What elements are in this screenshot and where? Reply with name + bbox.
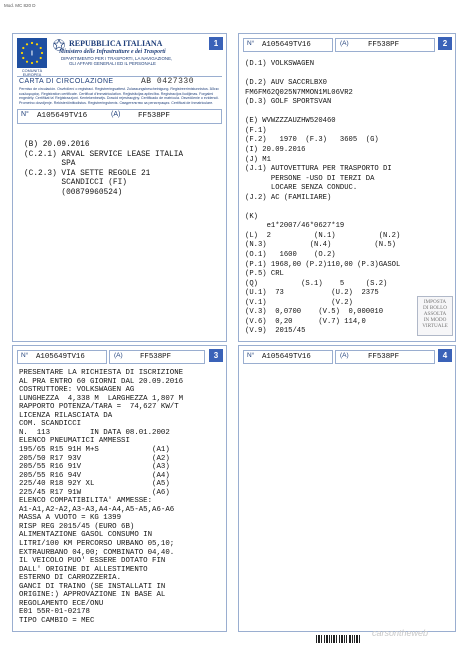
panel-4 bbox=[238, 345, 456, 632]
a-label: (A) bbox=[111, 111, 121, 118]
panel-number: 3 bbox=[209, 349, 223, 362]
text-line: SCANDICCI (FI) bbox=[24, 179, 127, 188]
text-line: (K) bbox=[245, 212, 258, 221]
text-line: (D.2) AUV SACCRLBX0 bbox=[245, 79, 327, 88]
text-line: (I) 20.09.2016 bbox=[245, 145, 306, 154]
text-line: ELENCO COMPATIBILITA' AMMESSE: bbox=[19, 497, 153, 506]
registration-number: A105649TV16 bbox=[37, 112, 88, 120]
svg-text:I: I bbox=[31, 50, 33, 58]
text-line: AL PRA ENTRO 60 GIORNI DAL 20.09.2016 bbox=[19, 377, 184, 386]
text-line: (E) WVWZZZAUZHW520460 bbox=[245, 117, 336, 126]
text-line: 205/50 R17 93V (A2) bbox=[19, 454, 170, 463]
n-label: N° bbox=[21, 111, 29, 118]
text-line: IL VEICOLO PUO' ESSERE DOTATO FIN bbox=[19, 557, 166, 566]
text-line: N. 113 IN DATA 08.01.2002 bbox=[19, 428, 170, 437]
text-line: REGOLAMENTO ECE/ONU bbox=[19, 599, 104, 608]
text-line: LOCARE SENZA CONDUC. bbox=[245, 184, 358, 193]
a-label: (A) bbox=[340, 352, 349, 359]
text-line: (U.1) 73 (U.2) 2375 bbox=[245, 289, 379, 298]
text-line: (V.1) (V.2) bbox=[245, 298, 353, 307]
stamp-line: ASSOLTA bbox=[423, 311, 447, 317]
form-code: Mod. MC 820 D bbox=[4, 3, 36, 8]
text-line: ORIGINE:) APPROVAZIONE IN BASE AL bbox=[19, 591, 166, 600]
a-label: (A) bbox=[340, 40, 349, 47]
a-label: (A) bbox=[114, 352, 123, 359]
text-line: (O.1) 1600 (O.2) bbox=[245, 251, 336, 259]
stamp-line: IN MODO bbox=[423, 317, 447, 323]
text-line: 225/45 R17 91W (A6) bbox=[19, 488, 170, 497]
text-line: (J) M1 bbox=[245, 155, 271, 164]
text-line: ELENCO PNEUMATICI AMMESSI bbox=[19, 437, 130, 446]
text-line: LITRI/100 KM PERCORSO URBANO 05,10; bbox=[19, 540, 175, 548]
revenue-stamp bbox=[417, 296, 453, 336]
text-line: (N.3) (N.4) (N.5) bbox=[245, 241, 396, 250]
ministry-name: Ministero delle Infrastrutture e dei Trasporti bbox=[59, 49, 166, 55]
text-line: (F.1) bbox=[245, 126, 267, 135]
text-line: ESTERNO DI CARROZZERIA. bbox=[19, 574, 122, 583]
stamp-line: IMPOSTA bbox=[423, 299, 447, 305]
text-line: (V.9) 2015/45 bbox=[245, 327, 306, 336]
text-line: 225/40 R18 92Y XL (A5) bbox=[19, 480, 170, 489]
n-label: N° bbox=[21, 352, 29, 359]
text-line: E01 55R-01-02178 bbox=[19, 608, 90, 617]
text-line: (Q) (S.1) 5 (S.2) bbox=[245, 279, 388, 288]
panel-2 bbox=[238, 33, 456, 342]
text-line: (V.6) 0,20 (V.7) 114,0 bbox=[245, 317, 366, 326]
text-line: (J.2) AC (FAMILIARE) bbox=[245, 193, 332, 202]
text-line: COSTRUTTORE: VOLKSWAGEN AG bbox=[19, 386, 135, 395]
text-line: (B) 20.09.2016 bbox=[24, 141, 90, 149]
text-line: A1-A1,A2-A2,A3-A3,A4-A4,A5-A5,A6-A6 bbox=[19, 505, 175, 514]
text-line: MASSA A VUOTO = KG 1399 bbox=[19, 514, 122, 523]
text-line: FM6FM62Q025N7MMON1ML06VR2 bbox=[245, 88, 353, 97]
plate-number: FF538PF bbox=[368, 41, 400, 49]
text-line: LUNGHEZZA 4,338 M LARGHEZZA 1,807 M bbox=[19, 394, 184, 403]
text-line: (00879960524) bbox=[24, 189, 123, 197]
panel-number: 2 bbox=[438, 37, 452, 50]
panel-number: 4 bbox=[438, 349, 452, 362]
text-line: (D.3) GOLF SPORTSVAN bbox=[245, 98, 332, 107]
stamp-line: VIRTUALE bbox=[422, 323, 448, 329]
text-line: SPA bbox=[24, 160, 76, 169]
text-line: RAPPORTO POTENZA/TARA = 74,627 KW/T bbox=[19, 403, 179, 412]
text-line: GANCI DI TRAINO (SE INSTALLATI IN bbox=[19, 582, 166, 591]
text-line: e1*2007/46*0627*19 bbox=[245, 222, 345, 231]
text-line: (P.1) 1968,00 (P.2)110,00 (P.3)GASOL bbox=[245, 260, 401, 269]
watermark: carsontheweb bbox=[372, 628, 429, 638]
text-line: (D.1) VOLKSWAGEN bbox=[245, 60, 315, 68]
document-title: CARTA DI CIRCOLAZIONE bbox=[19, 78, 114, 85]
plate-number: FF538PF bbox=[140, 353, 172, 361]
text-line: (F.2) 1970 (F.3) 3605 (G) bbox=[245, 136, 379, 145]
serial-number: AB 0427330 bbox=[141, 77, 195, 86]
n-label: N° bbox=[247, 40, 255, 47]
text-line: (C.2.3) VIA SETTE REGOLE 21 bbox=[24, 169, 151, 178]
text-line: (V.3) 0,0700 (V.5) 0,000010 bbox=[245, 308, 384, 317]
text-line: (C.2.1) ARVAL SERVICE LEASE ITALIA bbox=[24, 150, 184, 159]
text-line: (P.5) CRL bbox=[245, 270, 284, 279]
stamp-line: DI BOLLO bbox=[422, 305, 448, 311]
multilingual-titles: Permiso de circulación. Osvědčení o registraci. Registreringsattest. Zulassungsbescheinigung. Registreerimistunnistus. Άδεια κυκλοφορίας. Registration certificate. Certificat d'immatriculation. Reģistrācijas apliecība. Registracijos liudijimas. Forgalmi engedély. Ċertifikat ta' Reġistrazzjoni. Kentekenbewijs. Dowód rejestracyjny. Certificado de matrícula. Osvedčenie o evidencii. Prometno dovoljenje. Rekisteröintitodistus. Registreringsbevis. Свидетелство за регистрация. Certificat de înmatriculare. bbox=[19, 87, 219, 105]
plate-number: FF538PF bbox=[138, 112, 170, 120]
text-line: TIPO CAMBIO = MEC bbox=[19, 616, 95, 625]
text-line: LICENZA RILASCIATA DA bbox=[19, 411, 113, 420]
panel-1 bbox=[12, 33, 227, 342]
text-line: (J.1) AUTOVETTURA PER TRASPORTO DI bbox=[245, 165, 392, 174]
text-line: 205/55 R16 91V (A3) bbox=[19, 463, 170, 472]
republic-title: REPUBBLICA ITALIANA bbox=[69, 39, 163, 48]
text-line: 195/65 R15 91H M+S (A1) bbox=[19, 445, 170, 454]
text-line: ALIMENTAZIONE GASOL CONSUMO IN bbox=[19, 531, 153, 540]
panel-3 bbox=[12, 345, 227, 632]
department-line-1: DIPARTIMENTO PER I TRASPORTI, LA NAVIGAZIONE, bbox=[61, 56, 173, 61]
panel-number: 1 bbox=[209, 37, 223, 50]
text-line: PRESENTARE LA RICHIESTA DI ISCRIZIONE bbox=[19, 369, 184, 377]
registration-number: A105649TV16 bbox=[36, 353, 85, 361]
department-line-2: GLI AFFARI GENERALI ED IL PERSONALE bbox=[69, 61, 156, 66]
text-line: (L) 2 (N.1) (N.2) bbox=[245, 231, 401, 240]
eu-label: COMUNITÀ EUROPEA bbox=[21, 69, 43, 77]
eu-flag-icon bbox=[17, 38, 47, 68]
text-line: RISP REG 2015/45 (EURO 6B) bbox=[19, 522, 135, 531]
text-line: DALL' ORIGINE DI ALLESTIMENTO bbox=[19, 565, 148, 574]
text-line: EXTRAURBANO 04,00; COMBINATO 04,40. bbox=[19, 548, 175, 557]
plate-number: FF538PF bbox=[368, 353, 400, 361]
registration-number: A105649TV16 bbox=[262, 353, 311, 361]
registration-number: A105649TV16 bbox=[262, 41, 311, 49]
text-line: COM. SCANDICCI bbox=[19, 420, 82, 429]
n-label: N° bbox=[247, 352, 255, 359]
text-line: 205/55 R16 94V (A4) bbox=[19, 471, 170, 480]
text-line: PERSONE -USO DI TERZI DA bbox=[245, 174, 375, 183]
